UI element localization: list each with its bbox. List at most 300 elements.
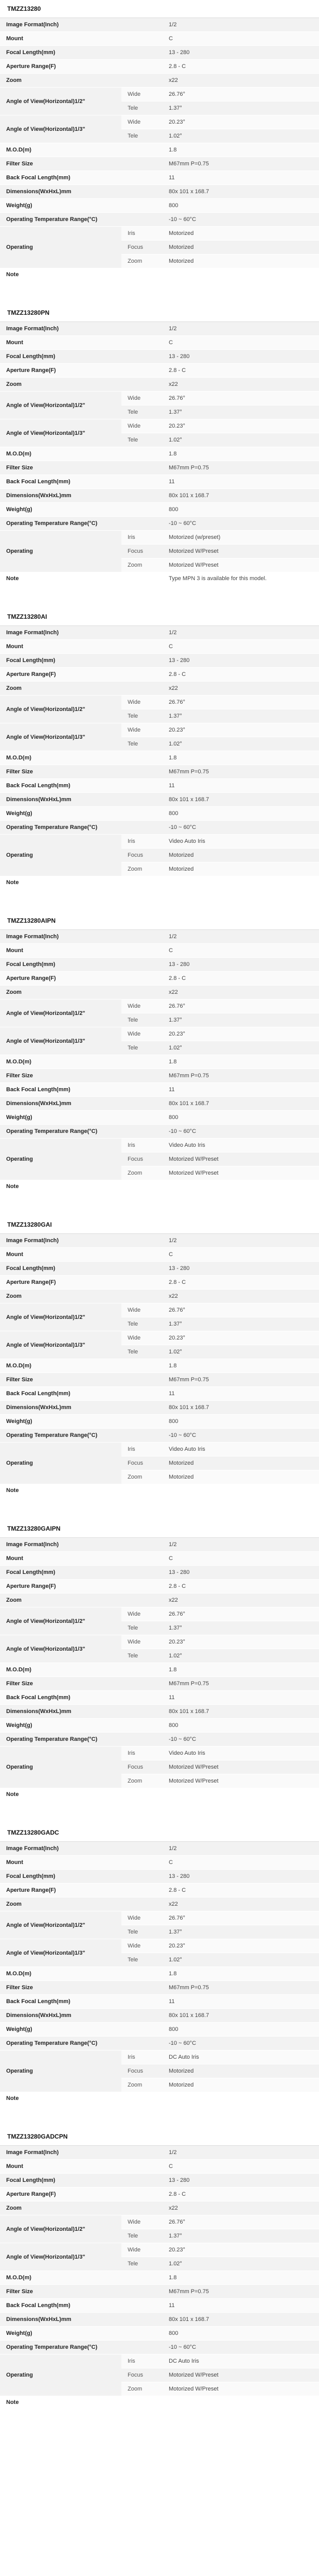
spec-value: Motorized W/Preset xyxy=(163,558,319,572)
spec-row xyxy=(0,1967,319,1981)
spec-row xyxy=(0,1111,319,1125)
spec-row xyxy=(0,1303,319,1317)
spec-value: Motorized xyxy=(163,2064,319,2078)
spec-label-dimensions-wxhxl-mm: Dimensions(WxHxL)mm xyxy=(0,1401,163,1415)
spec-value: Motorized xyxy=(163,1456,319,1470)
spec-label-m-o-d-m: M.O.D(m) xyxy=(0,1055,163,1069)
spec-value: Motorized xyxy=(163,849,319,862)
model-title: TMZZ13280GAI xyxy=(0,1216,319,1234)
spec-sublabel-wide: Wide xyxy=(121,88,163,101)
spec-row xyxy=(0,46,319,60)
spec-sublabel-tele: Tele xyxy=(121,433,163,447)
spec-value: 80x 101 x 168.7 xyxy=(163,489,319,503)
spec-value: 1/2 xyxy=(163,626,319,640)
spec-value: 80x 101 x 168.7 xyxy=(163,2009,319,2023)
spec-table xyxy=(0,1234,319,1497)
spec-label-dimensions-wxhxl-mm: Dimensions(WxHxL)mm xyxy=(0,489,163,503)
spec-row xyxy=(0,751,319,765)
spec-label-weight-g: Weight(g) xyxy=(0,2023,163,2037)
spec-value: 1.37° xyxy=(163,2229,319,2243)
model-title: TMZZ13280AI xyxy=(0,608,319,626)
spec-row xyxy=(0,1566,319,1580)
spec-value: 13 - 280 xyxy=(163,350,319,364)
spec-row xyxy=(0,999,319,1013)
note-label: Note xyxy=(0,572,163,585)
spec-sublabel-tele: Tele xyxy=(121,2229,163,2243)
spec-value: 1.8 xyxy=(163,447,319,461)
spec-row xyxy=(0,1677,319,1691)
spec-value: Motorized W/Preset xyxy=(163,2382,319,2396)
spec-label-mount: Mount xyxy=(0,1248,163,1262)
note-row xyxy=(0,1484,319,1497)
spec-sublabel-iris: Iris xyxy=(121,1443,163,1456)
spec-value: 80x 101 x 168.7 xyxy=(163,1401,319,1415)
spec-label-weight-g: Weight(g) xyxy=(0,2327,163,2341)
spec-sublabel-focus: Focus xyxy=(121,2368,163,2382)
spec-value: Motorized xyxy=(163,862,319,876)
note-value xyxy=(163,2396,319,2409)
spec-table xyxy=(0,2146,319,2409)
note-row xyxy=(0,1180,319,1193)
spec-sublabel-tele: Tele xyxy=(121,1345,163,1359)
spec-value: Video Auto Iris xyxy=(163,1747,319,1760)
spec-label-back-focal-length-mm: Back Focal Length(mm) xyxy=(0,171,163,185)
spec-value: 1.37° xyxy=(163,1317,319,1331)
spec-value: -10 ~ 60°C xyxy=(163,517,319,531)
spec-row xyxy=(0,350,319,364)
spec-label-operating-temperature-range-c: Operating Temperature Range(°C) xyxy=(0,821,163,835)
spec-row xyxy=(0,1069,319,1083)
spec-label-back-focal-length-mm: Back Focal Length(mm) xyxy=(0,475,163,489)
spec-value: 20.23° xyxy=(163,115,319,129)
spec-row xyxy=(0,1276,319,1290)
spec-row xyxy=(0,489,319,503)
spec-value: x22 xyxy=(163,1897,319,1911)
spec-row xyxy=(0,765,319,779)
note-label: Note xyxy=(0,2396,163,2409)
spec-sublabel-wide: Wide xyxy=(121,1635,163,1649)
spec-label-zoom: Zoom xyxy=(0,1897,163,1911)
spec-label-focal-length-mm: Focal Length(mm) xyxy=(0,46,163,60)
spec-label-filter-size: Filter Size xyxy=(0,1677,163,1691)
spec-table xyxy=(0,18,319,281)
spec-value: 1.02° xyxy=(163,1649,319,1663)
spec-value: M67mm P=0.75 xyxy=(163,1981,319,1995)
model-title: TMZZ13280PN xyxy=(0,304,319,322)
spec-value: C xyxy=(163,1248,319,1262)
spec-label-operating: Operating xyxy=(0,227,121,268)
spec-sublabel-wide: Wide xyxy=(121,1911,163,1925)
spec-sublabel-zoom: Zoom xyxy=(121,2078,163,2092)
spec-value: 13 - 280 xyxy=(163,1870,319,1884)
spec-value: 1.02° xyxy=(163,1041,319,1055)
spec-row xyxy=(0,2050,319,2064)
model-block xyxy=(0,912,319,1193)
spec-label-mount: Mount xyxy=(0,1856,163,1870)
spec-value: x22 xyxy=(163,1290,319,1303)
spec-label-operating: Operating xyxy=(0,2354,121,2396)
spec-row xyxy=(0,626,319,640)
spec-label-angle-of-view-horizontal-1-2: Angle of View(Horizontal)1/2" xyxy=(0,2215,121,2243)
spec-sublabel-wide: Wide xyxy=(121,1607,163,1621)
spec-sublabel-wide: Wide xyxy=(121,115,163,129)
spec-label-angle-of-view-horizontal-1-2: Angle of View(Horizontal)1/2" xyxy=(0,392,121,419)
spec-sublabel-iris: Iris xyxy=(121,2050,163,2064)
model-block xyxy=(0,0,319,281)
note-value xyxy=(163,876,319,889)
note-label: Note xyxy=(0,1484,163,1497)
spec-row xyxy=(0,2313,319,2327)
spec-value: 13 - 280 xyxy=(163,46,319,60)
spec-value: 1.8 xyxy=(163,143,319,157)
spec-value: Motorized W/Preset xyxy=(163,1774,319,1788)
spec-label-operating: Operating xyxy=(0,1747,121,1788)
spec-row xyxy=(0,1415,319,1429)
spec-row xyxy=(0,1733,319,1747)
spec-value: Video Auto Iris xyxy=(163,835,319,849)
spec-label-aperture-range-f: Aperture Range(F) xyxy=(0,364,163,378)
spec-value: 800 xyxy=(163,1719,319,1733)
spec-value: 1/2 xyxy=(163,322,319,336)
spec-label-image-format-inch: Image Format(Inch) xyxy=(0,322,163,336)
spec-row xyxy=(0,503,319,517)
spec-value: Video Auto Iris xyxy=(163,1443,319,1456)
spec-row xyxy=(0,944,319,958)
spec-value: M67mm P=0.75 xyxy=(163,1069,319,1083)
spec-label-mount: Mount xyxy=(0,32,163,46)
spec-sublabel-tele: Tele xyxy=(121,1649,163,1663)
spec-row xyxy=(0,2327,319,2341)
spec-row xyxy=(0,1635,319,1649)
spec-value: C xyxy=(163,640,319,654)
spec-row xyxy=(0,2188,319,2201)
spec-row xyxy=(0,1538,319,1552)
spec-label-zoom: Zoom xyxy=(0,1594,163,1607)
spec-label-angle-of-view-horizontal-1-3: Angle of View(Horizontal)1/3" xyxy=(0,723,121,751)
spec-sublabel-iris: Iris xyxy=(121,2354,163,2368)
spec-label-angle-of-view-horizontal-1-2: Angle of View(Horizontal)1/2" xyxy=(0,1911,121,1939)
spec-value: C xyxy=(163,944,319,958)
spec-row xyxy=(0,171,319,185)
spec-label-m-o-d-m: M.O.D(m) xyxy=(0,447,163,461)
spec-row xyxy=(0,1580,319,1594)
spec-row xyxy=(0,1097,319,1111)
note-label: Note xyxy=(0,1788,163,1801)
spec-value: 1.02° xyxy=(163,737,319,751)
spec-row xyxy=(0,779,319,793)
spec-sublabel-wide: Wide xyxy=(121,1303,163,1317)
model-title: TMZZ13280GADC xyxy=(0,1824,319,1842)
spec-value: 26.76° xyxy=(163,2215,319,2229)
spec-value: M67mm P=0.75 xyxy=(163,157,319,171)
spec-row xyxy=(0,1719,319,1733)
spec-row xyxy=(0,1594,319,1607)
spec-row xyxy=(0,1429,319,1443)
spec-value: 26.76° xyxy=(163,1607,319,1621)
spec-sublabel-tele: Tele xyxy=(121,1621,163,1635)
spec-value: 1.02° xyxy=(163,2257,319,2271)
spec-label-filter-size: Filter Size xyxy=(0,1373,163,1387)
spec-label-operating: Operating xyxy=(0,1139,121,1180)
spec-label-zoom: Zoom xyxy=(0,986,163,999)
spec-sublabel-tele: Tele xyxy=(121,709,163,723)
note-row xyxy=(0,876,319,889)
spec-row xyxy=(0,1443,319,1456)
spec-value: 2.8 - C xyxy=(163,364,319,378)
spec-sublabel-iris: Iris xyxy=(121,531,163,545)
model-block xyxy=(0,1520,319,1801)
spec-row xyxy=(0,2023,319,2037)
spec-label-m-o-d-m: M.O.D(m) xyxy=(0,143,163,157)
spec-value: -10 ~ 60°C xyxy=(163,821,319,835)
spec-label-focal-length-mm: Focal Length(mm) xyxy=(0,2174,163,2188)
spec-row xyxy=(0,227,319,241)
spec-row xyxy=(0,517,319,531)
spec-sublabel-tele: Tele xyxy=(121,1925,163,1939)
spec-row xyxy=(0,1055,319,1069)
spec-value: 13 - 280 xyxy=(163,958,319,972)
spec-row xyxy=(0,958,319,972)
spec-value: DC Auto Iris xyxy=(163,2050,319,2064)
spec-sublabel-tele: Tele xyxy=(121,101,163,115)
note-value xyxy=(163,1788,319,1801)
spec-label-aperture-range-f: Aperture Range(F) xyxy=(0,1276,163,1290)
spec-value: 1.02° xyxy=(163,1345,319,1359)
spec-sublabel-tele: Tele xyxy=(121,1041,163,1055)
spec-value: C xyxy=(163,1856,319,1870)
spec-value: 26.76° xyxy=(163,696,319,709)
spec-value: 13 - 280 xyxy=(163,1566,319,1580)
model-block xyxy=(0,608,319,889)
spec-value: -10 ~ 60°C xyxy=(163,1125,319,1139)
spec-row xyxy=(0,1884,319,1897)
spec-row xyxy=(0,972,319,986)
spec-row xyxy=(0,2354,319,2368)
spec-row xyxy=(0,531,319,545)
note-value xyxy=(163,2092,319,2105)
spec-value: -10 ~ 60°C xyxy=(163,213,319,227)
spec-value: 800 xyxy=(163,2327,319,2341)
spec-label-zoom: Zoom xyxy=(0,1290,163,1303)
note-value xyxy=(163,1180,319,1193)
spec-label-mount: Mount xyxy=(0,336,163,350)
spec-value: 1.37° xyxy=(163,1013,319,1027)
spec-row xyxy=(0,447,319,461)
spec-label-aperture-range-f: Aperture Range(F) xyxy=(0,2188,163,2201)
spec-sublabel-tele: Tele xyxy=(121,2257,163,2271)
spec-sublabel-wide: Wide xyxy=(121,723,163,737)
spec-row xyxy=(0,2243,319,2257)
spec-value: C xyxy=(163,32,319,46)
spec-value: Motorized W/Preset xyxy=(163,1760,319,1774)
spec-sublabel-focus: Focus xyxy=(121,241,163,255)
spec-label-image-format-inch: Image Format(Inch) xyxy=(0,1842,163,1856)
spec-sublabel-wide: Wide xyxy=(121,392,163,405)
spec-sublabel-wide: Wide xyxy=(121,1331,163,1345)
spec-label-operating-temperature-range-c: Operating Temperature Range(°C) xyxy=(0,213,163,227)
spec-row xyxy=(0,1747,319,1760)
spec-value: 20.23° xyxy=(163,1331,319,1345)
spec-label-dimensions-wxhxl-mm: Dimensions(WxHxL)mm xyxy=(0,2009,163,2023)
spec-sublabel-zoom: Zoom xyxy=(121,862,163,876)
spec-value: 13 - 280 xyxy=(163,1262,319,1276)
spec-label-operating-temperature-range-c: Operating Temperature Range(°C) xyxy=(0,2037,163,2050)
spec-value: 20.23° xyxy=(163,723,319,737)
spec-row xyxy=(0,1290,319,1303)
spec-value: 13 - 280 xyxy=(163,2174,319,2188)
spec-label-operating-temperature-range-c: Operating Temperature Range(°C) xyxy=(0,517,163,531)
spec-value: 2.8 - C xyxy=(163,1276,319,1290)
spec-table xyxy=(0,626,319,889)
spec-table xyxy=(0,322,319,585)
spec-label-angle-of-view-horizontal-1-2: Angle of View(Horizontal)1/2" xyxy=(0,999,121,1027)
spec-label-mount: Mount xyxy=(0,944,163,958)
spec-sublabel-iris: Iris xyxy=(121,227,163,241)
spec-value: 1.02° xyxy=(163,433,319,447)
spec-value: 1.37° xyxy=(163,405,319,419)
model-block xyxy=(0,304,319,585)
spec-value: M67mm P=0.75 xyxy=(163,2285,319,2299)
spec-label-dimensions-wxhxl-mm: Dimensions(WxHxL)mm xyxy=(0,1097,163,1111)
spec-label-operating-temperature-range-c: Operating Temperature Range(°C) xyxy=(0,1429,163,1443)
spec-label-filter-size: Filter Size xyxy=(0,765,163,779)
spec-sublabel-focus: Focus xyxy=(121,2064,163,2078)
spec-value: x22 xyxy=(163,74,319,88)
spec-sublabel-iris: Iris xyxy=(121,1139,163,1153)
spec-row xyxy=(0,1234,319,1248)
spec-label-image-format-inch: Image Format(Inch) xyxy=(0,930,163,944)
spec-value: 1.37° xyxy=(163,1621,319,1635)
spec-row xyxy=(0,2174,319,2188)
spec-value: 13 - 280 xyxy=(163,654,319,668)
spec-value: Motorized W/Preset xyxy=(163,1166,319,1180)
note-row xyxy=(0,572,319,585)
spec-value: C xyxy=(163,2160,319,2174)
spec-label-weight-g: Weight(g) xyxy=(0,503,163,517)
spec-sublabel-wide: Wide xyxy=(121,419,163,433)
spec-row xyxy=(0,835,319,849)
spec-row xyxy=(0,2201,319,2215)
spec-label-operating-temperature-range-c: Operating Temperature Range(°C) xyxy=(0,1125,163,1139)
spec-label-focal-length-mm: Focal Length(mm) xyxy=(0,1566,163,1580)
spec-label-focal-length-mm: Focal Length(mm) xyxy=(0,958,163,972)
spec-value: 1.8 xyxy=(163,1663,319,1677)
spec-sublabel-tele: Tele xyxy=(121,1013,163,1027)
note-value xyxy=(163,268,319,281)
spec-value: M67mm P=0.75 xyxy=(163,1677,319,1691)
spec-value: 26.76° xyxy=(163,1303,319,1317)
spec-value: Motorized W/Preset xyxy=(163,545,319,558)
spec-label-zoom: Zoom xyxy=(0,2201,163,2215)
spec-table xyxy=(0,930,319,1193)
spec-value: 1.8 xyxy=(163,1055,319,1069)
spec-row xyxy=(0,322,319,336)
spec-label-image-format-inch: Image Format(Inch) xyxy=(0,626,163,640)
spec-row xyxy=(0,1401,319,1415)
spec-row xyxy=(0,475,319,489)
note-row xyxy=(0,1788,319,1801)
spec-value: 11 xyxy=(163,475,319,489)
spec-label-back-focal-length-mm: Back Focal Length(mm) xyxy=(0,1691,163,1705)
spec-label-m-o-d-m: M.O.D(m) xyxy=(0,751,163,765)
spec-value: 20.23° xyxy=(163,2243,319,2257)
spec-row xyxy=(0,336,319,350)
spec-label-focal-length-mm: Focal Length(mm) xyxy=(0,654,163,668)
spec-sublabel-tele: Tele xyxy=(121,1317,163,1331)
spec-row xyxy=(0,2215,319,2229)
model-title: TMZZ13280AIPN xyxy=(0,912,319,930)
spec-row xyxy=(0,723,319,737)
spec-row xyxy=(0,682,319,696)
spec-row xyxy=(0,419,319,433)
spec-value: Motorized W/Preset xyxy=(163,1153,319,1166)
spec-row xyxy=(0,1842,319,1856)
spec-row xyxy=(0,185,319,199)
spec-row xyxy=(0,18,319,32)
note-label: Note xyxy=(0,268,163,281)
spec-row xyxy=(0,1705,319,1719)
spec-row xyxy=(0,60,319,74)
spec-row xyxy=(0,1331,319,1345)
spec-label-weight-g: Weight(g) xyxy=(0,1415,163,1429)
spec-row xyxy=(0,1125,319,1139)
spec-sublabel-wide: Wide xyxy=(121,2243,163,2257)
spec-value: x22 xyxy=(163,2201,319,2215)
spec-value: 1.8 xyxy=(163,1359,319,1373)
spec-value: 2.8 - C xyxy=(163,1884,319,1897)
spec-label-weight-g: Weight(g) xyxy=(0,199,163,213)
spec-row xyxy=(0,1359,319,1373)
spec-label-zoom: Zoom xyxy=(0,682,163,696)
spec-value: 80x 101 x 168.7 xyxy=(163,1705,319,1719)
spec-row xyxy=(0,1262,319,1276)
spec-value: M67mm P=0.75 xyxy=(163,1373,319,1387)
spec-sublabel-zoom: Zoom xyxy=(121,1470,163,1484)
spec-sublabel-zoom: Zoom xyxy=(121,1166,163,1180)
spec-label-aperture-range-f: Aperture Range(F) xyxy=(0,668,163,682)
spec-label-back-focal-length-mm: Back Focal Length(mm) xyxy=(0,1387,163,1401)
spec-value: 80x 101 x 168.7 xyxy=(163,2313,319,2327)
spec-row xyxy=(0,821,319,835)
spec-row xyxy=(0,668,319,682)
model-title: TMZZ13280GADCPN xyxy=(0,2128,319,2146)
spec-value: 11 xyxy=(163,1995,319,2009)
note-label: Note xyxy=(0,876,163,889)
spec-row xyxy=(0,793,319,807)
spec-label-image-format-inch: Image Format(Inch) xyxy=(0,1538,163,1552)
spec-value: 2.8 - C xyxy=(163,1580,319,1594)
spec-value: 1.37° xyxy=(163,101,319,115)
spec-label-angle-of-view-horizontal-1-2: Angle of View(Horizontal)1/2" xyxy=(0,696,121,723)
spec-label-angle-of-view-horizontal-1-2: Angle of View(Horizontal)1/2" xyxy=(0,1607,121,1635)
spec-label-filter-size: Filter Size xyxy=(0,2285,163,2299)
spec-value: Video Auto Iris xyxy=(163,1139,319,1153)
spec-row xyxy=(0,1373,319,1387)
spec-label-aperture-range-f: Aperture Range(F) xyxy=(0,60,163,74)
spec-value: 11 xyxy=(163,779,319,793)
spec-value: 800 xyxy=(163,1111,319,1125)
spec-sublabel-zoom: Zoom xyxy=(121,2382,163,2396)
spec-row xyxy=(0,696,319,709)
spec-label-image-format-inch: Image Format(Inch) xyxy=(0,2146,163,2160)
spec-value: 1.02° xyxy=(163,1953,319,1967)
note-value: Type MPN 3 is available for this model. xyxy=(163,572,319,585)
spec-label-angle-of-view-horizontal-1-3: Angle of View(Horizontal)1/3" xyxy=(0,115,121,143)
spec-value: 26.76° xyxy=(163,88,319,101)
spec-row xyxy=(0,2009,319,2023)
spec-label-angle-of-view-horizontal-1-3: Angle of View(Horizontal)1/3" xyxy=(0,1331,121,1359)
spec-value: -10 ~ 60°C xyxy=(163,2341,319,2354)
